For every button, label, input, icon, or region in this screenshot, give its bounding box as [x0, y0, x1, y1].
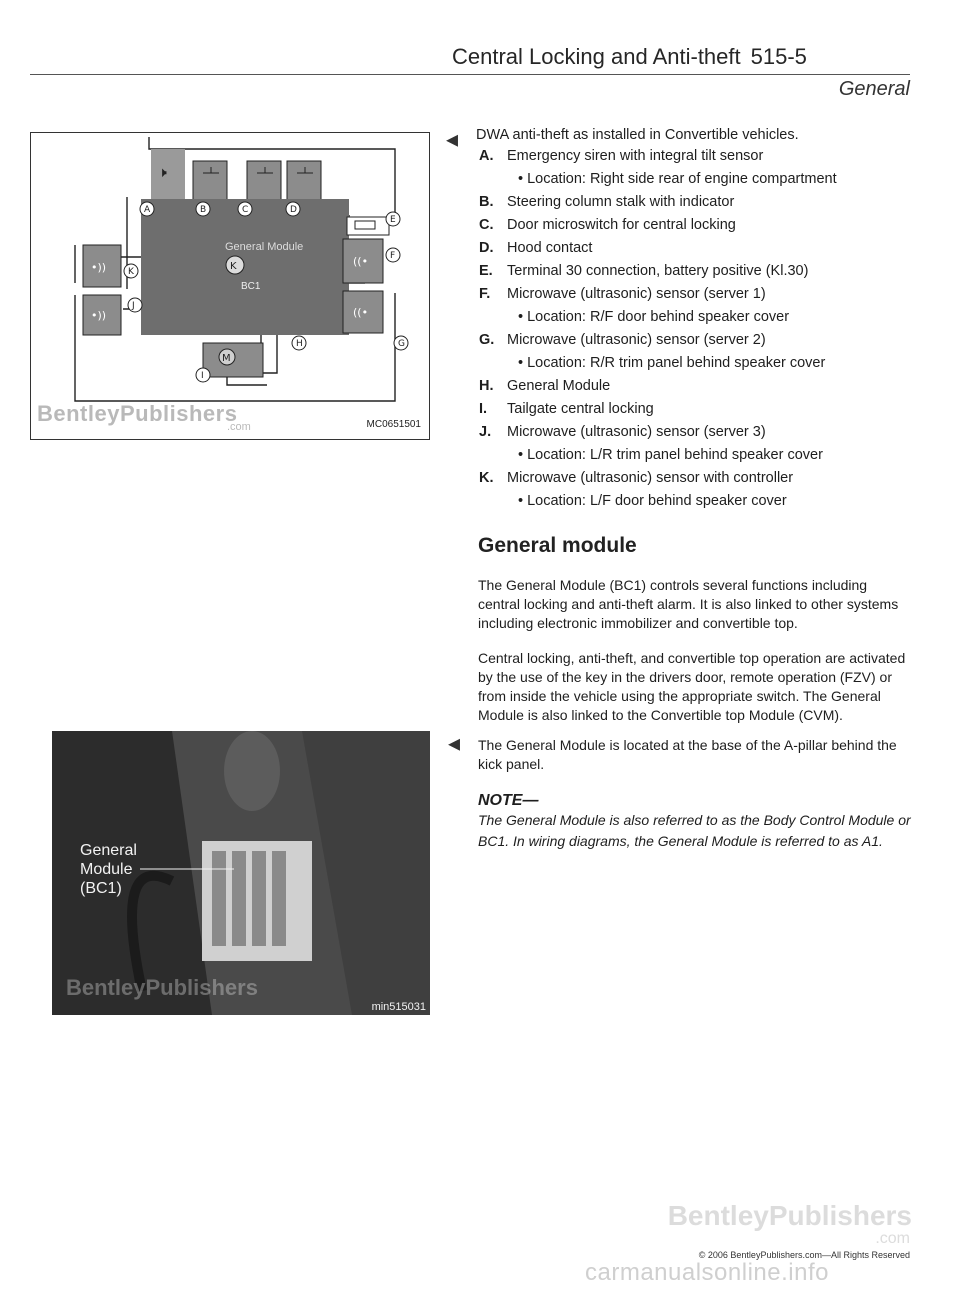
general-module-photo — [52, 731, 430, 1015]
callout-c: C — [242, 205, 249, 215]
footer-watermark-sub: .com — [875, 1230, 910, 1247]
legend-item-h: H. General Module — [479, 378, 611, 394]
diagram-watermark-sub: .com — [227, 421, 251, 433]
legend-item-j: J. Microwave (ultrasonic) sensor (server 3) — [479, 424, 766, 440]
callout-j: J — [132, 301, 135, 311]
wiring-schematic — [31, 133, 429, 439]
section-title: General — [838, 78, 910, 100]
legend-item-e: E. Terminal 30 connection, battery positive (Kl.30) — [479, 263, 809, 279]
diagram-caption-text: DWA anti-theft as installed in Convertible vehicles. — [476, 127, 799, 143]
header-rule — [30, 74, 910, 75]
footer-watermark: BentleyPublishers — [667, 1200, 912, 1231]
svg-text:((•: ((• — [353, 255, 369, 268]
legend-item-k: K. Microwave (ultrasonic) sensor with controller — [479, 470, 794, 486]
callout-d: D — [290, 205, 297, 215]
page-number: 515-5 — [750, 44, 807, 69]
diagram-caption — [446, 126, 799, 153]
caption-arrow-icon: ◂ — [448, 730, 461, 757]
copyright: © 2006 BentleyPublishers.com—All Rights Reserved — [698, 1250, 910, 1260]
caption-arrow-icon: ◂ — [446, 126, 459, 153]
section-heading: General module — [478, 534, 637, 557]
callout-a: A — [144, 205, 151, 215]
legend-item-a: A. Emergency siren with integral tilt sensor — [479, 148, 764, 164]
photo-caption-text: The General Module is located at the base of the A-pillar behind the kick panel. — [478, 737, 897, 772]
photo-caption — [448, 730, 912, 774]
legend-subitem: • Location: L/F door behind speaker cover — [518, 493, 787, 509]
body-paragraph-2: Central locking, anti-theft, and convertible top operation are activated by the use of the key in the drivers door, remote operation (FZV) or from inside the vehicle using the appropriate switch. The General Module is also linked to the Convertible top Module (CVM). — [478, 650, 906, 723]
diagram-watermark: BentleyPublishers — [37, 401, 238, 426]
callout-f: F — [390, 251, 396, 261]
svg-text:M: M — [222, 353, 231, 364]
site-watermark: carmanualsonline.info — [585, 1259, 829, 1286]
svg-text:•)): •)) — [91, 261, 107, 274]
note-text: The General Module is also referred to as the Body Control Module or BC1. In wiring diagrams, the General Module is referred to as A1. — [478, 812, 911, 849]
callout-g: G — [398, 339, 405, 349]
legend-item-b: B. Steering column stalk with indicator — [479, 194, 735, 210]
callout-k: K — [128, 267, 134, 277]
legend-subitem: • Location: Right side rear of engine compartment — [518, 171, 837, 187]
callout-i: I — [201, 371, 204, 381]
diagram-code: MC0651501 — [366, 419, 421, 430]
svg-text:🕨: 🕨 — [158, 165, 167, 181]
photo-label: General Module (BC1) — [80, 842, 137, 897]
legend-subitem: • Location: L/R trim panel behind speaker cover — [518, 447, 823, 463]
callout-b: B — [200, 205, 207, 215]
note-title: NOTE— — [478, 792, 539, 809]
anti-theft-diagram — [30, 132, 430, 440]
legend-list — [479, 148, 919, 516]
svg-text:•)): •)) — [91, 309, 107, 322]
chapter-title: Central Locking and Anti-theft — [452, 44, 741, 69]
legend-item-i: I. Tailgate central locking — [479, 401, 654, 417]
legend-item-f: F. Microwave (ultrasonic) sensor (server 1) — [479, 286, 766, 302]
module-sublabel: BC1 — [241, 281, 261, 292]
svg-text:K: K — [230, 261, 237, 272]
photo-code: min515031 — [371, 1001, 426, 1013]
photo-watermark: BentleyPublishers — [66, 975, 258, 1000]
page-title — [452, 44, 807, 70]
callout-e: E — [390, 215, 396, 225]
legend-item-g: G. Microwave (ultrasonic) sensor (server 2) — [479, 332, 766, 348]
body-paragraph-1: The General Module (BC1) controls several functions including central locking and anti-theft alarm. It is also linked to other systems including electronic immobilizer and convertible top. — [478, 577, 899, 631]
callout-h: H — [296, 339, 303, 349]
module-label: General Module — [225, 241, 304, 253]
legend-subitem: • Location: R/R trim panel behind speaker cover — [518, 355, 826, 371]
legend-item-c: C. Door microswitch for central locking — [479, 217, 736, 233]
legend-item-d: D. Hood contact — [479, 240, 593, 256]
svg-text:((•: ((• — [353, 306, 369, 319]
legend-subitem: • Location: R/F door behind speaker cover — [518, 309, 790, 325]
